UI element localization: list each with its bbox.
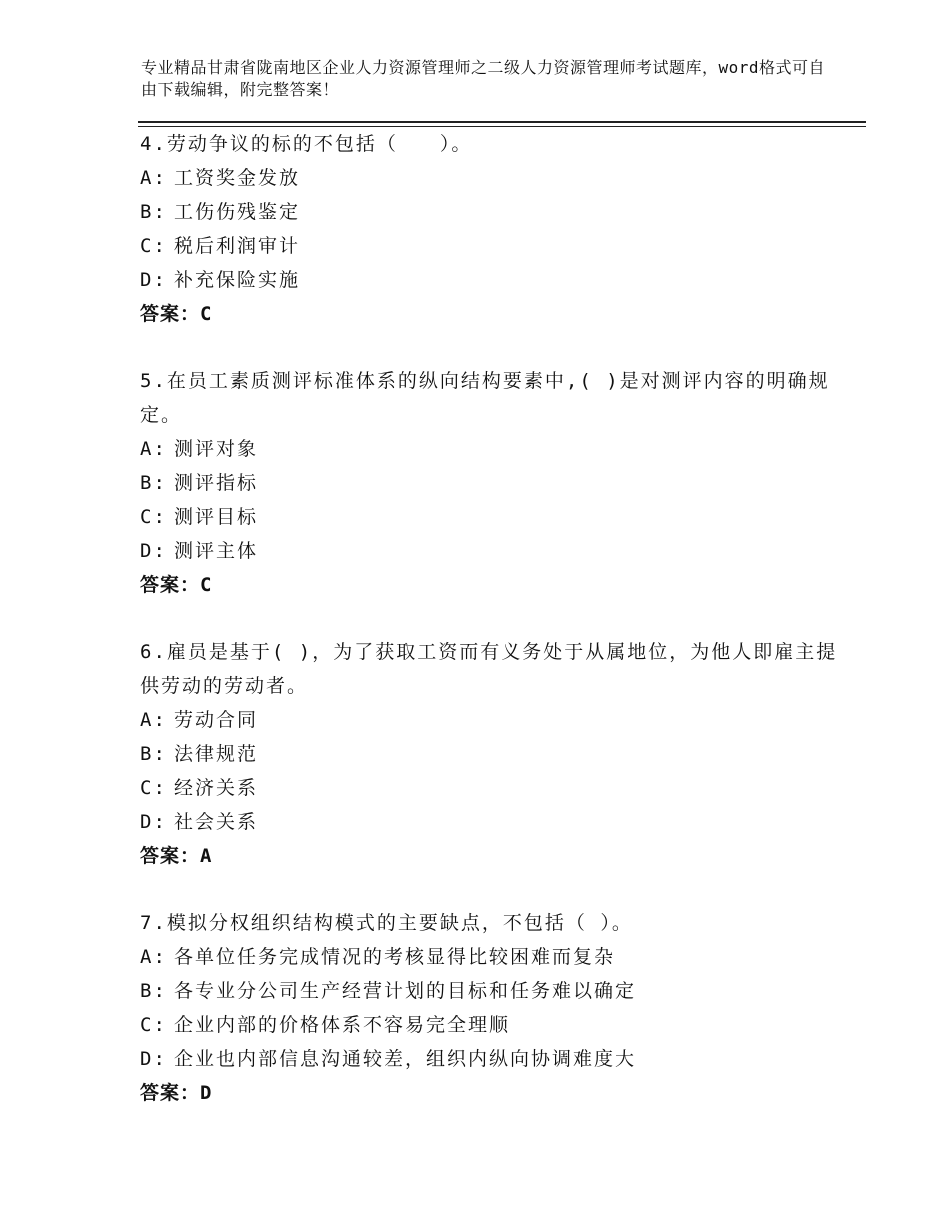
option-text: 企业也内部信息沟通较差，组织内纵向协调难度大 (174, 1048, 637, 1070)
question-4 (140, 127, 840, 331)
option-key: C: (140, 235, 167, 257)
header-rule-thick (138, 121, 866, 123)
question-text: 5.在员工素质测评标准体系的纵向结构要素中,( )是对测评内容的明确规定。 (140, 370, 830, 426)
option-text: 测评主体 (174, 540, 259, 562)
option-d (140, 534, 840, 568)
option-c (140, 229, 840, 263)
option-key: B: (140, 472, 167, 494)
option-text: 社会关系 (174, 811, 259, 833)
option-key: A: (140, 946, 167, 968)
option-text: 法律规范 (174, 743, 259, 765)
option-d (140, 805, 840, 839)
option-text: 测评对象 (174, 438, 259, 460)
question-6 (140, 635, 840, 873)
option-text: 工伤伤残鉴定 (174, 201, 301, 223)
option-key: B: (140, 201, 167, 223)
option-text: 各专业分公司生产经营计划的目标和任务难以确定 (174, 980, 637, 1002)
option-key: D: (140, 811, 167, 833)
option-c (140, 1008, 840, 1042)
option-a (140, 940, 840, 974)
question-text: 6.雇员是基于( )，为了获取工资而有义务处于从属地位，为他人即雇主提供劳动的劳动者。 (140, 641, 838, 697)
option-b (140, 195, 840, 229)
option-text: 劳动合同 (174, 709, 259, 731)
option-b (140, 466, 840, 500)
option-key: A: (140, 167, 167, 189)
option-key: D: (140, 1048, 167, 1070)
option-key: D: (140, 269, 167, 291)
question-list (140, 127, 840, 1143)
document-header: 专业精品甘肃省陇南地区企业人力资源管理师之二级人力资源管理师考试题库，word格式可自由下载编辑，附完整答案！ (141, 58, 826, 99)
question-5 (140, 364, 840, 602)
question-7 (140, 906, 840, 1110)
answer-line: 答案：A (140, 845, 213, 867)
option-text: 工资奖金发放 (174, 167, 301, 189)
answer-line: 答案：C (140, 303, 213, 325)
option-key: B: (140, 743, 167, 765)
option-key: B: (140, 980, 167, 1002)
option-text: 税后利润审计 (174, 235, 301, 257)
option-a (140, 432, 840, 466)
option-key: C: (140, 506, 167, 528)
option-key: D: (140, 540, 167, 562)
option-key: C: (140, 777, 167, 799)
option-a (140, 703, 840, 737)
option-text: 测评指标 (174, 472, 259, 494)
option-a (140, 161, 840, 195)
question-text: 7.模拟分权组织结构模式的主要缺点，不包括（ ）。 (140, 912, 633, 934)
answer-line: 答案：D (140, 1082, 213, 1104)
option-d (140, 263, 840, 297)
option-b (140, 737, 840, 771)
option-key: C: (140, 1014, 167, 1036)
option-text: 补充保险实施 (174, 269, 301, 291)
option-d (140, 1042, 840, 1076)
option-text: 各单位任务完成情况的考核显得比较困难而复杂 (174, 946, 616, 968)
option-key: A: (140, 438, 167, 460)
option-text: 测评目标 (174, 506, 259, 528)
option-text: 经济关系 (174, 777, 259, 799)
option-text: 企业内部的价格体系不容易完全理顺 (174, 1014, 511, 1036)
option-c (140, 500, 840, 534)
option-c (140, 771, 840, 805)
option-b (140, 974, 840, 1008)
answer-line: 答案：C (140, 574, 213, 596)
option-key: A: (140, 709, 167, 731)
question-text: 4.劳动争议的标的不包括（ ）。 (140, 133, 473, 155)
